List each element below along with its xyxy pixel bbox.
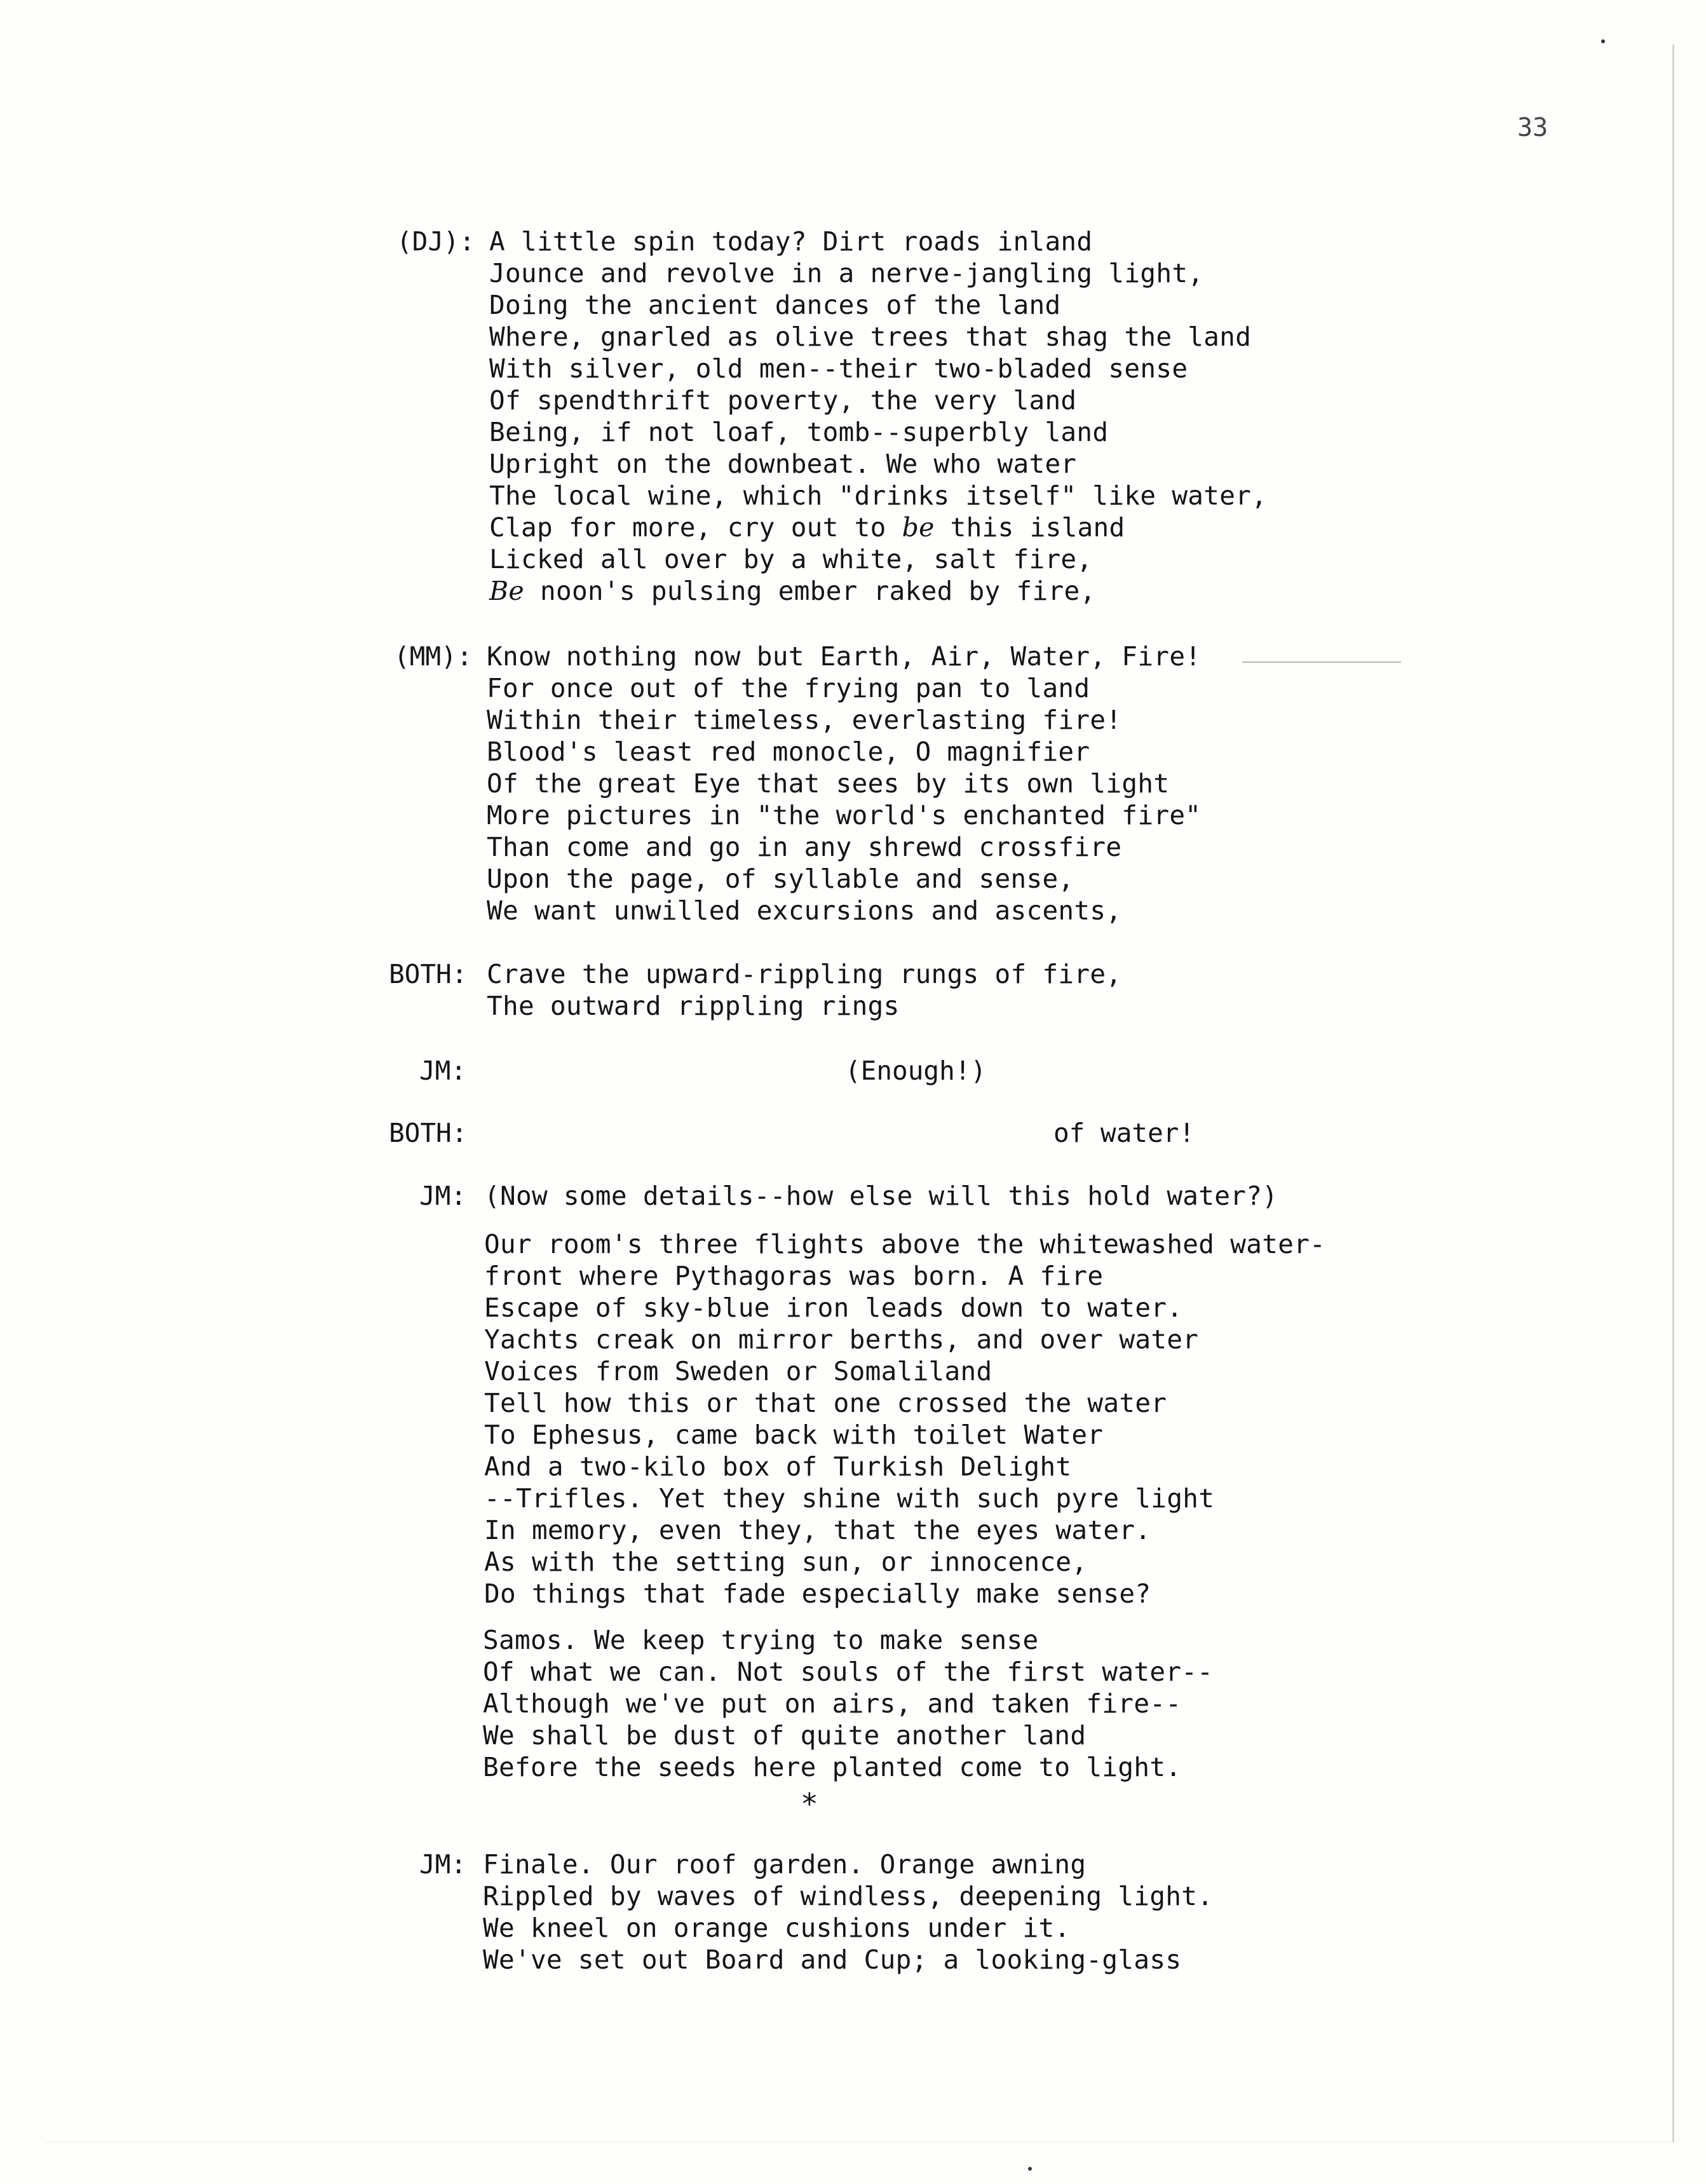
verse-line: To Ephesus, came back with toilet Water (484, 1420, 1104, 1450)
paper-speck (1028, 2167, 1032, 2171)
verse-line: --Trifles. Yet they shine with such pyre light (484, 1483, 1215, 1514)
verse-line: Voices from Sweden or Somaliland (484, 1356, 992, 1387)
verse-line: Upon the page, of syllable and sense, (487, 864, 1074, 894)
verse-line: A little spin today? Dirt roads inland (489, 226, 1093, 257)
verse-line: Upright on the downbeat. We who water (489, 449, 1077, 479)
verse-line: Jounce and revolve in a nerve-jangling light, (489, 258, 1204, 288)
verse-line: of water! (1053, 1118, 1195, 1148)
verse-line: Clap for more, cry out to be this island (489, 512, 1125, 543)
verse-line: With silver, old men--their two-bladed sense (489, 353, 1188, 384)
verse-line: Know nothing now but Earth, Air, Water, Fire! (487, 641, 1202, 672)
verse-line: Although we've put on airs, and taken fire-- (483, 1688, 1182, 1719)
verse-line: In memory, even they, that the eyes water. (484, 1515, 1151, 1545)
verse-line: We shall be dust of quite another land (483, 1720, 1087, 1751)
verse-line: The outward rippling rings (487, 991, 900, 1021)
verse-line: Tell how this or that one crossed the water (484, 1388, 1167, 1418)
speaker-label: BOTH: (389, 959, 468, 989)
speaker-label: JM: (419, 1055, 467, 1086)
verse-line: Within their timeless, everlasting fire! (487, 705, 1122, 735)
verse-line: Crave the upward-rippling rungs of fire, (487, 959, 1122, 989)
verse-line: Do things that fade especially make sense? (484, 1578, 1151, 1609)
paper-speck (1601, 39, 1605, 43)
stray-pencil-mark (1242, 661, 1401, 663)
section-separator: * (801, 1787, 818, 1821)
verse-line: The local wine, which "drinks itself" like water, (489, 480, 1268, 511)
verse-line: Where, gnarled as olive trees that shag the land (489, 322, 1252, 352)
page-number: 33 (1517, 113, 1548, 142)
verse-line: We kneel on orange cushions under it. (483, 1913, 1071, 1943)
verse-line: Licked all over by a white, salt fire, (489, 544, 1093, 574)
verse-line: Finale. Our roof garden. Orange awning (483, 1849, 1087, 1880)
verse-line: And a two-kilo box of Turkish Delight (484, 1451, 1072, 1482)
verse-line: Blood's least red monocle, O magnifier (487, 736, 1090, 767)
verse-line: Rippled by waves of windless, deepening light. (483, 1881, 1214, 1911)
verse-line: Be noon's pulsing ember raked by fire, (489, 576, 1096, 606)
verse-line: Than come and go in any shrewd crossfire (487, 832, 1122, 862)
speaker-label: BOTH: (389, 1118, 468, 1148)
verse-line: front where Pythagoras was born. A fire (484, 1261, 1104, 1291)
verse-line: Our room's three flights above the whitewashed water- (484, 1229, 1326, 1259)
verse-line: We want unwilled excursions and ascents, (487, 895, 1122, 926)
speaker-label: (DJ): (396, 226, 475, 257)
verse-line: Being, if not loaf, tomb--superbly land (489, 417, 1109, 447)
verse-line: Of spendthrift poverty, the very land (489, 385, 1077, 416)
verse-line: For once out of the frying pan to land (487, 673, 1090, 703)
verse-line: Of what we can. Not souls of the first water-- (483, 1657, 1214, 1687)
verse-line: Samos. We keep trying to make sense (483, 1625, 1039, 1655)
verse-line: (Now some details--how else will this hold water?) (484, 1181, 1278, 1211)
verse-line: Yachts creak on mirror berths, and over water (484, 1324, 1199, 1355)
verse-line: We've set out Board and Cup; a looking-glass (483, 1944, 1182, 1975)
speaker-label: JM: (419, 1181, 467, 1211)
verse-line: More pictures in "the world's enchanted fire" (487, 800, 1202, 831)
verse-line: Before the seeds here planted come to light. (483, 1752, 1182, 1782)
verse-line: Of the great Eye that sees by its own light (487, 768, 1170, 799)
speaker-label: JM: (419, 1849, 467, 1880)
speaker-label: (MM): (394, 641, 473, 672)
verse-line: Doing the ancient dances of the land (489, 290, 1061, 320)
verse-line: (Enough!) (845, 1055, 987, 1086)
verse-line: As with the setting sun, or innocence, (484, 1547, 1088, 1577)
verse-line: Escape of sky-blue iron leads down to water. (484, 1292, 1183, 1323)
